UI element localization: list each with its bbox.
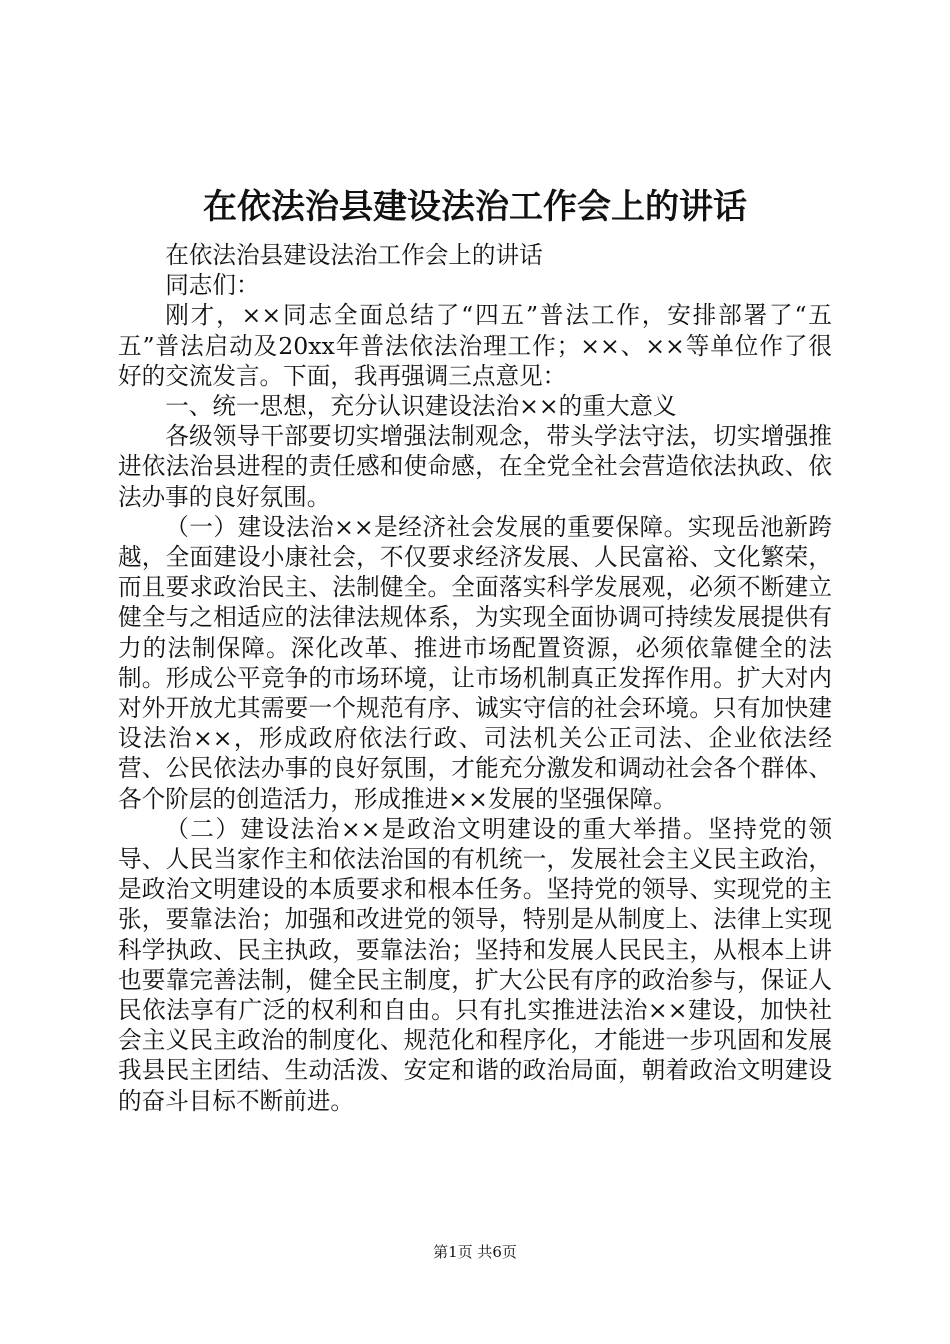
paragraph-intro: 刚才，××同志全面总结了“四五”普法工作，安排部署了“五五”普法启动及20xx年普法依法治理工作；××、××等单位作了很好的交流发言。下面，我再强调三点意见： xyxy=(118,301,832,390)
document-title: 在依法治县建设法治工作会上的讲话 xyxy=(203,187,747,227)
paragraph-subtitle: 在依法治县建设法治工作会上的讲话 xyxy=(165,241,543,269)
paragraph-section-1-lead: 各级领导干部要切实增强法制观念，带头学法守法，切实增强推进依法治县进程的责任感和使命感，在全党全社会营造依法执政、依法办事的良好氛围。 xyxy=(118,422,832,511)
paragraph-point-1: （一）建设法治××是经济社会发展的重要保障。实现岳池新跨越，全面建设小康社会，不仅要求经济发展、人民富裕、文化繁荣，而且要求政治民主、法制健全。全面落实科学发展观，必须不断建立健全与之相适应的法律法规体系，为实现全面协调可持续发展提供有力的法制保障。深化改革、推进市场配置资源，必须依靠健全的法制。形成公平竞争的市场环境，让市场机制真正发挥作用。扩大对内对外开放尤其需要一个规范有序、诚实守信的社会环境。只有加快建设法治××，形成政府依法行政、司法机关公正司法、企业依法经营、公民依法办事的良好氛围，才能充分激发和调动社会各个群体、各个阶层的创造活力，形成推进××发展的坚强保障。 xyxy=(118,512,832,813)
paragraph-salutation: 同志们： xyxy=(165,271,260,300)
paragraph-point-2: （二）建设法治××是政治文明建设的重大举措。坚持党的领导、人民当家作主和依法治国的有机统一，发展社会主义民主政治，是政治文明建设的本质要求和根本任务。坚持党的领导、实现党的主张，要靠法治；加强和改进党的领导，特别是从制度上、法律上实现科学执政、民主执政，要靠法治；坚持和发展人民民主，从根本上讲也要靠完善法制，健全民主制度，扩大公民有序的政治参与，保证人民依法享有广泛的权利和自由。只有扎实推进法治××建设，加快社会主义民主政治的制度化、规范化和程序化，才能进一步巩固和发展我县民主团结、生动活泼、安定和谐的政治局面，朝着政治文明建设的奋斗目标不断前进。 xyxy=(118,814,832,1115)
document-body xyxy=(118,240,832,1116)
section-heading-1: 一、统一思想，充分认识建设法治××的重大意义 xyxy=(165,392,677,421)
page-footer: 第1页 共6页 xyxy=(433,1243,517,1261)
